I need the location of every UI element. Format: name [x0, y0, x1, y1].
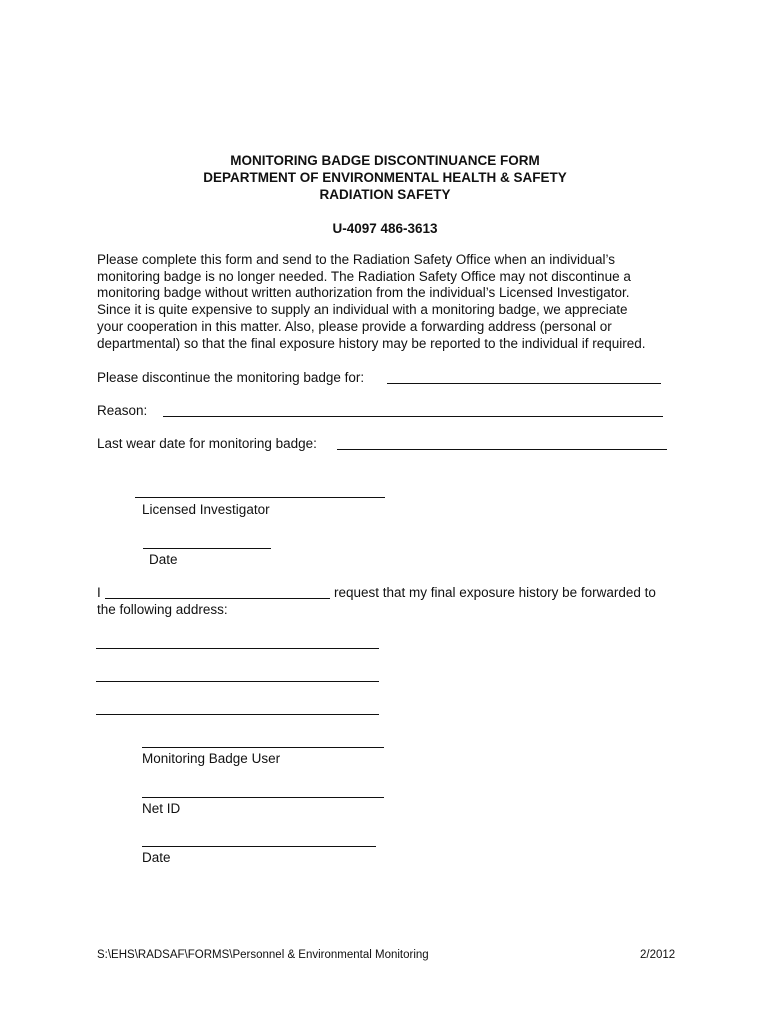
user-date-label: Date	[142, 850, 171, 865]
discontinue-label: Please discontinue the monitoring badge for:	[97, 370, 365, 385]
last-wear-date-field[interactable]	[337, 449, 667, 450]
intro-line: monitoring badge is no longer needed. The Radiation Safety Office may not discontinue a	[97, 268, 631, 284]
request-prefix: I	[97, 585, 101, 600]
address-line-2-field[interactable]	[96, 681, 379, 682]
intro-paragraph	[97, 252, 697, 352]
intro-line: departmental) so that the final exposure history may be reported to the individual if required.	[97, 335, 646, 351]
footer-file-path: S:\EHS\RADSAF\FORMS\Personnel & Environmental Monitoring	[97, 949, 429, 961]
badge-user-label: Monitoring Badge User	[142, 751, 281, 766]
investigator-signature-label: Licensed Investigator	[142, 502, 270, 517]
investigator-date-field[interactable]	[143, 548, 271, 549]
form-title: MONITORING BADGE DISCONTINUANCE FORM	[230, 153, 540, 168]
net-id-field[interactable]	[142, 797, 384, 798]
intro-line: Since it is quite expensive to supply an individual with a monitoring badge, we appreciate	[97, 302, 628, 318]
reason-field[interactable]	[163, 416, 663, 417]
last-wear-date-label: Last wear date for monitoring badge:	[97, 436, 317, 451]
intro-line: Please complete this form and send to the Radiation Safety Office when an individual’s	[97, 252, 616, 267]
intro-line: your cooperation in this matter. Also, please provide a forwarding address (personal or	[97, 318, 612, 334]
request-text-line2: the following address:	[97, 602, 228, 617]
intro-line: monitoring badge without written authorization from the individual’s Licensed Investigator.	[97, 285, 630, 301]
address-line-3-field[interactable]	[96, 714, 379, 715]
investigator-date-label: Date	[149, 552, 178, 567]
user-date-field[interactable]	[142, 846, 376, 847]
discontinue-name-field[interactable]	[387, 383, 661, 384]
office-title: RADIATION SAFETY	[319, 187, 451, 202]
badge-user-signature-field[interactable]	[142, 747, 384, 748]
footer-date: 2/2012	[640, 949, 676, 961]
reason-label: Reason:	[97, 403, 148, 418]
requester-name-field[interactable]	[105, 598, 330, 599]
address-line-1-field[interactable]	[96, 648, 379, 649]
request-text: request that my final exposure history be forwarded to	[334, 585, 656, 600]
phone-number: U-4097 486-3613	[332, 221, 438, 236]
department-title: DEPARTMENT OF ENVIRONMENTAL HEALTH & SAFETY	[203, 170, 567, 185]
investigator-signature-field[interactable]	[135, 497, 385, 498]
net-id-label: Net ID	[142, 801, 181, 816]
